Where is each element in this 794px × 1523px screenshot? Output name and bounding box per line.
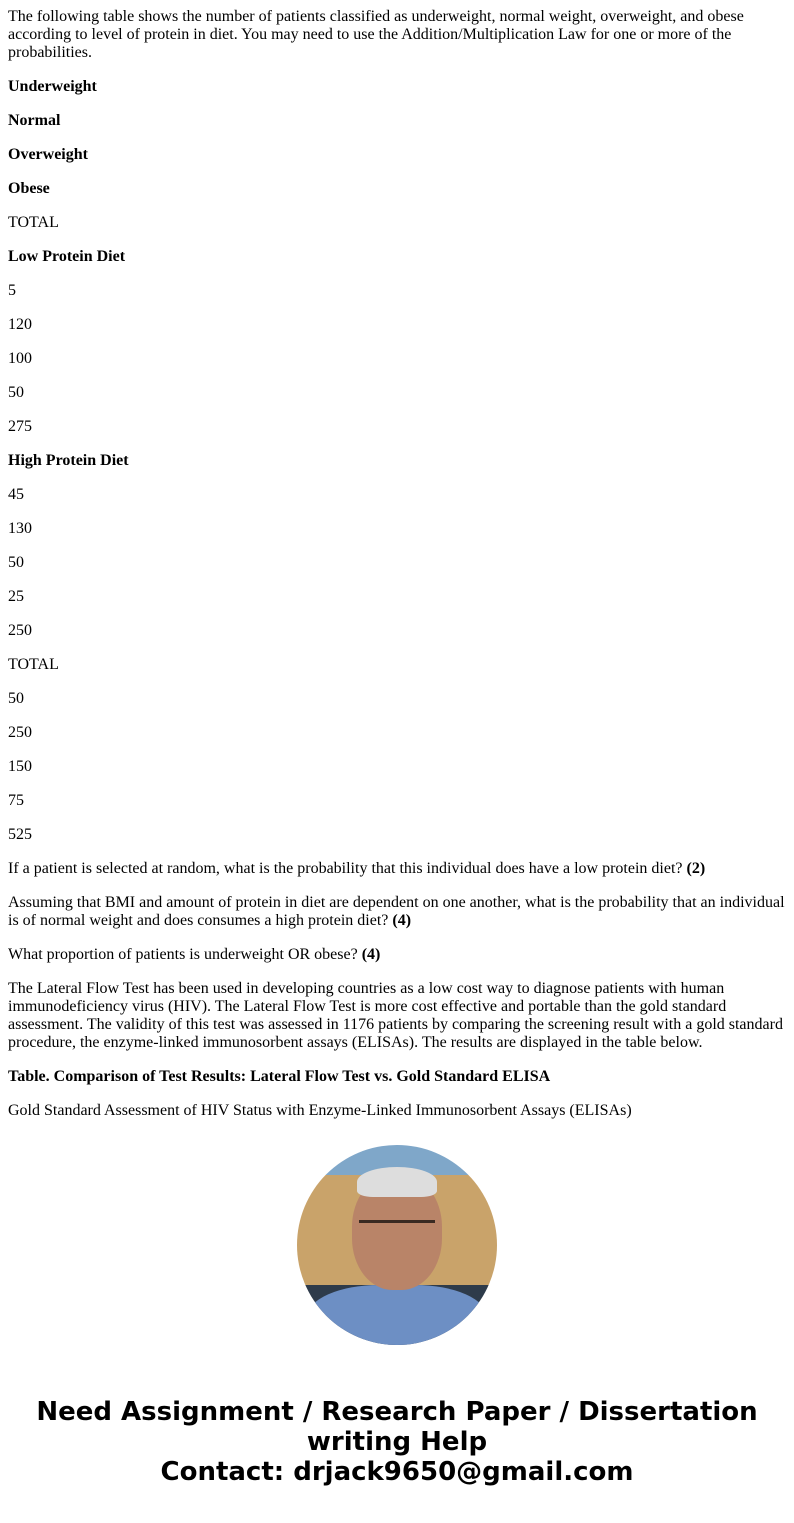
paragraph (8, 418, 786, 436)
paragraph-text: 100 (8, 350, 32, 367)
paragraph (8, 146, 786, 164)
paragraph-text: Gold Standard Assessment of HIV Status with Enzyme-Linked Immunosorbent Assays (ELISAs) (8, 1102, 632, 1119)
paragraph (8, 690, 786, 708)
paragraph (8, 282, 786, 300)
paragraph (8, 588, 786, 606)
paragraph (8, 1102, 786, 1120)
paragraph-text: 120 (8, 316, 32, 333)
paragraph (8, 384, 786, 402)
paragraph-text: 25 (8, 588, 24, 605)
paragraph-text: 5 (8, 282, 16, 299)
paragraph (8, 1068, 786, 1086)
banner-contact: Contact: drjack9650@gmail.com (160, 1457, 634, 1487)
paragraph (8, 554, 786, 572)
paragraph (8, 946, 786, 964)
paragraph-text: Overweight (8, 146, 88, 163)
paragraph (8, 214, 786, 232)
paragraph (8, 894, 786, 930)
banner-headline: Need Assignment / Research Paper / Dissertation writing Help (36, 1397, 758, 1457)
paragraph (8, 622, 786, 640)
paragraph-text: 150 (8, 758, 32, 775)
paragraph (8, 316, 786, 334)
paragraph-text: 250 (8, 724, 32, 741)
paragraph (8, 180, 786, 198)
paragraph (8, 520, 786, 538)
paragraph-text: If a patient is selected at random, what is the probability that this individual does have a low protein diet? (8, 860, 687, 877)
paragraph-text: 130 (8, 520, 32, 537)
paragraph (8, 826, 786, 844)
paragraph-text: The Lateral Flow Test has been used in developing countries as a low cost way to diagnose patients with human immunodeficiency virus (HIV). The Lateral Flow Test is more cost effective and portable than the gold standard assessment. The validity of this test was assessed in 1176 patients by comparing the screening result with a gold standard procedure, the enzyme-linked immunosorbent assays (ELISAs). The results are displayed in the table below. (8, 980, 783, 1051)
paragraph-text: What proportion of patients is underweight OR obese? (8, 946, 362, 963)
paragraph-text: 50 (8, 690, 24, 707)
paragraph-text: High Protein Diet (8, 452, 129, 469)
author-photo (297, 1145, 497, 1345)
paragraph-text: Obese (8, 180, 50, 197)
paragraph-text: 45 (8, 486, 24, 503)
paragraph (8, 486, 786, 504)
points-label: (2) (686, 860, 706, 877)
paragraph-text: TOTAL (8, 656, 59, 673)
paragraph-text: 525 (8, 826, 32, 843)
paragraph-text: The following table shows the number of patients classified as underweight, normal weight, overweight, and obese according to level of protein in diet. You may need to use the Addition/Multiplication Law for one or more of the probabilities. (8, 8, 744, 61)
paragraph (8, 860, 786, 878)
author-photo-container (8, 1145, 786, 1345)
paragraph (8, 350, 786, 368)
paragraph (8, 758, 786, 776)
paragraph (8, 980, 786, 1052)
paragraph (8, 724, 786, 742)
document-body (8, 8, 786, 1120)
paragraph-text: 275 (8, 418, 32, 435)
paragraph (8, 112, 786, 130)
paragraph (8, 78, 786, 96)
paragraph (8, 452, 786, 470)
paragraph (8, 248, 786, 266)
points-label: (4) (361, 946, 381, 963)
paragraph-text: 50 (8, 384, 24, 401)
paragraph (8, 792, 786, 810)
points-label: (4) (392, 912, 412, 929)
paragraph-text: TOTAL (8, 214, 59, 231)
contact-banner (8, 1397, 786, 1487)
paragraph-text: 75 (8, 792, 24, 809)
paragraph-text: Assuming that BMI and amount of protein in diet are dependent on one another, what is the probability that an individual is of normal weight and does consumes a high protein diet? (8, 894, 785, 929)
paragraph (8, 656, 786, 674)
paragraph-text: Normal (8, 112, 61, 129)
paragraph-text: Low Protein Diet (8, 248, 126, 265)
paragraph-text: 50 (8, 554, 24, 571)
paragraph-text: Underweight (8, 78, 97, 95)
paragraph-text: 250 (8, 622, 32, 639)
paragraph (8, 8, 786, 62)
paragraph-text: Table. Comparison of Test Results: Lateral Flow Test vs. Gold Standard ELISA (8, 1068, 551, 1085)
